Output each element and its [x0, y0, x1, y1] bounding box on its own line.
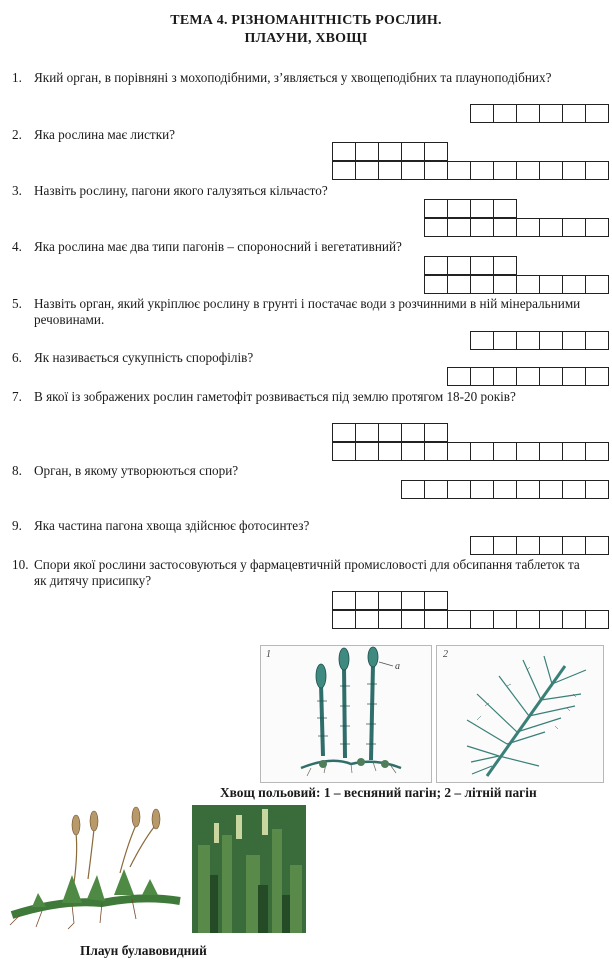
answer-cell[interactable]: [425, 611, 448, 629]
answer-cell[interactable]: [517, 443, 540, 461]
answer-cell[interactable]: [402, 424, 425, 442]
question-number: 9.: [12, 518, 22, 533]
answer-cell[interactable]: [494, 200, 517, 218]
answer-cells-q4[interactable]: [424, 275, 609, 294]
answer-cell[interactable]: [563, 162, 586, 180]
answer-cell[interactable]: [517, 219, 540, 237]
answer-cell[interactable]: [425, 424, 448, 442]
horsetail-spring-shoot-figure: [260, 645, 432, 783]
question-4: [12, 239, 600, 255]
answer-cell[interactable]: [333, 443, 356, 461]
answer-cell[interactable]: [333, 143, 356, 161]
answer-cells-q1[interactable]: [470, 104, 609, 123]
answer-cell[interactable]: [540, 162, 563, 180]
question-text: Орган, в якому утворюються спори?: [34, 463, 239, 478]
answer-cell[interactable]: [586, 537, 609, 555]
answer-cell[interactable]: [494, 368, 517, 386]
question-2: [12, 127, 600, 143]
question-3: [12, 183, 600, 199]
answer-cell[interactable]: [586, 162, 609, 180]
answer-cell[interactable]: [448, 276, 471, 294]
answer-cells-q6[interactable]: [447, 367, 609, 386]
answer-cell[interactable]: [448, 611, 471, 629]
answer-cell[interactable]: [517, 332, 540, 350]
answer-cell[interactable]: [494, 611, 517, 629]
question-number: 3.: [12, 183, 22, 198]
answer-cell[interactable]: [425, 143, 448, 161]
answer-cell[interactable]: [586, 332, 609, 350]
answer-cell[interactable]: [402, 592, 425, 610]
answer-cell[interactable]: [586, 611, 609, 629]
answer-cell[interactable]: [356, 424, 379, 442]
answer-cell[interactable]: [448, 368, 471, 386]
question-number: 7.: [12, 389, 22, 404]
answer-cell[interactable]: [425, 443, 448, 461]
question-text: Спори якої рослини застосовуються у фармацевтичній промисловості для обсипання таблеток та як дитячу присипку?: [34, 557, 580, 588]
answer-cells-q10-top[interactable]: [332, 591, 448, 610]
answer-cell[interactable]: [494, 257, 517, 275]
answer-cells-q5[interactable]: [470, 331, 609, 350]
answer-cell[interactable]: [540, 105, 563, 123]
answer-cell[interactable]: [517, 162, 540, 180]
answer-cell[interactable]: [448, 443, 471, 461]
question-number: 4.: [12, 239, 22, 254]
answer-cell[interactable]: [402, 143, 425, 161]
answer-cells-q4-top[interactable]: [424, 256, 517, 275]
question-1: [12, 70, 600, 86]
answer-cell[interactable]: [540, 537, 563, 555]
answer-cells-q2-top[interactable]: [332, 142, 448, 161]
answer-cell[interactable]: [402, 443, 425, 461]
page-title-line2: ПЛАУНИ, ХВОЩІ: [244, 31, 368, 46]
answer-cell[interactable]: [471, 368, 494, 386]
answer-cell[interactable]: [586, 105, 609, 123]
question-6: [12, 350, 600, 366]
answer-cell[interactable]: [471, 443, 494, 461]
answer-cell[interactable]: [471, 105, 494, 123]
horsetail-summer-shoot-figure: [436, 645, 604, 783]
answer-cells-q10[interactable]: [332, 610, 609, 629]
answer-cell[interactable]: [425, 276, 448, 294]
answer-cells-q3-top[interactable]: [424, 199, 517, 218]
answer-cell[interactable]: [379, 424, 402, 442]
figure-number: 2: [443, 649, 448, 660]
answer-cell[interactable]: [563, 368, 586, 386]
answer-cell[interactable]: [425, 481, 448, 499]
question-number: 8.: [12, 463, 22, 478]
horsetail-summer-drawing: [437, 646, 603, 782]
answer-cell[interactable]: [563, 537, 586, 555]
answer-cells-q3[interactable]: [424, 218, 609, 237]
answer-cell[interactable]: [448, 481, 471, 499]
answer-cell[interactable]: [356, 162, 379, 180]
answer-cell[interactable]: [425, 200, 448, 218]
answer-cell[interactable]: [563, 481, 586, 499]
clubmoss-photo: [192, 805, 306, 933]
answer-cell[interactable]: [402, 162, 425, 180]
answer-cell[interactable]: [471, 257, 494, 275]
question-number: 10.: [12, 557, 29, 572]
answer-cell[interactable]: [471, 611, 494, 629]
answer-cells-q7-top[interactable]: [332, 423, 448, 442]
answer-cell[interactable]: [586, 443, 609, 461]
answer-cell[interactable]: [471, 537, 494, 555]
answer-cell[interactable]: [356, 443, 379, 461]
answer-cells-q7[interactable]: [332, 442, 609, 461]
figure-number: 1: [266, 649, 271, 660]
answer-cell[interactable]: [494, 443, 517, 461]
answer-cell[interactable]: [517, 105, 540, 123]
answer-cell[interactable]: [379, 611, 402, 629]
question-number: 5.: [12, 296, 22, 311]
answer-cell[interactable]: [356, 592, 379, 610]
answer-cell[interactable]: [563, 443, 586, 461]
clubmoss-drawing: [2, 803, 182, 931]
question-5: [12, 296, 600, 328]
clubmoss-drawing-figure: [2, 803, 182, 931]
answer-cell[interactable]: [425, 257, 448, 275]
answer-cell[interactable]: [379, 143, 402, 161]
answer-cells-q2[interactable]: [332, 161, 609, 180]
page-title-line1: ТЕМА 4. РІЗНОМАНІТНІСТЬ РОСЛИН.: [170, 13, 442, 28]
question-text: Яка частина пагона хвоща здійснює фотосинтез?: [34, 518, 310, 533]
answer-cell[interactable]: [517, 276, 540, 294]
answer-cell[interactable]: [333, 162, 356, 180]
answer-cell[interactable]: [379, 592, 402, 610]
answer-cell[interactable]: [494, 332, 517, 350]
horsetail-caption: Хвощ польовий: 1 – весняний пагін; 2 – літній пагін: [220, 785, 537, 800]
question-number: 1.: [12, 70, 22, 85]
answer-cell[interactable]: [586, 368, 609, 386]
answer-cell[interactable]: [540, 219, 563, 237]
answer-cell[interactable]: [471, 276, 494, 294]
question-text: Яка рослина має листки?: [34, 127, 176, 142]
question-number: 2.: [12, 127, 22, 142]
clubmoss-photo-drawing: [192, 805, 306, 933]
answer-cell[interactable]: [448, 219, 471, 237]
answer-cells-q8[interactable]: [401, 480, 609, 499]
answer-cell[interactable]: [494, 219, 517, 237]
answer-cell[interactable]: [425, 219, 448, 237]
answer-cell[interactable]: [586, 219, 609, 237]
question-text: Яка рослина має два типи пагонів – спороносний і вегетативний?: [34, 239, 402, 254]
answer-cell[interactable]: [471, 481, 494, 499]
answer-cell[interactable]: [448, 162, 471, 180]
figure-label-a: а: [395, 661, 400, 672]
answer-cell[interactable]: [379, 162, 402, 180]
answer-cell[interactable]: [333, 424, 356, 442]
answer-cell[interactable]: [563, 611, 586, 629]
question-10: [12, 557, 600, 589]
answer-cell[interactable]: [333, 611, 356, 629]
question-text: Назвіть орган, який укріплює рослину в грунті і постачає води з розчинними в ній мінеральними речовинами.: [34, 296, 581, 327]
answer-cell[interactable]: [563, 105, 586, 123]
answer-cell[interactable]: [425, 592, 448, 610]
answer-cell[interactable]: [471, 162, 494, 180]
answer-cell[interactable]: [563, 276, 586, 294]
answer-cell[interactable]: [517, 611, 540, 629]
question-8: [12, 463, 600, 479]
question-text: Як називається сукупність спорофілів?: [34, 350, 254, 365]
answer-cell[interactable]: [586, 481, 609, 499]
answer-cell[interactable]: [356, 143, 379, 161]
answer-cell[interactable]: [517, 368, 540, 386]
answer-cell[interactable]: [471, 332, 494, 350]
answer-cell[interactable]: [494, 537, 517, 555]
question-number: 6.: [12, 350, 22, 365]
answer-cell[interactable]: [586, 276, 609, 294]
answer-cell[interactable]: [402, 481, 425, 499]
clubmoss-caption: Плаун булавовидний: [80, 943, 207, 958]
answer-cell[interactable]: [379, 443, 402, 461]
answer-cell[interactable]: [540, 611, 563, 629]
answer-cell[interactable]: [540, 443, 563, 461]
answer-cell[interactable]: [540, 368, 563, 386]
answer-cell[interactable]: [517, 537, 540, 555]
question-text: В якої із зображених рослин гаметофіт розвивається під землю протягом 18-20 років?: [34, 389, 516, 404]
answer-cell[interactable]: [540, 332, 563, 350]
answer-cells-q9[interactable]: [470, 536, 609, 555]
answer-cell[interactable]: [448, 200, 471, 218]
answer-cell[interactable]: [563, 332, 586, 350]
answer-cell[interactable]: [471, 219, 494, 237]
answer-cell[interactable]: [494, 162, 517, 180]
answer-cell[interactable]: [540, 276, 563, 294]
question-7: [12, 389, 600, 405]
answer-cell[interactable]: [517, 481, 540, 499]
answer-cell[interactable]: [448, 257, 471, 275]
answer-cell[interactable]: [471, 200, 494, 218]
question-9: [12, 518, 600, 534]
answer-cell[interactable]: [563, 219, 586, 237]
answer-cell[interactable]: [494, 105, 517, 123]
answer-cell[interactable]: [402, 611, 425, 629]
answer-cell[interactable]: [494, 481, 517, 499]
horsetail-spring-drawing: [261, 646, 431, 782]
answer-cell[interactable]: [494, 276, 517, 294]
answer-cell[interactable]: [540, 481, 563, 499]
answer-cell[interactable]: [356, 611, 379, 629]
question-text: Назвіть рослину, пагони якого галузяться кільчасто?: [34, 183, 328, 198]
answer-cell[interactable]: [333, 592, 356, 610]
question-text: Який орган, в порівняні з мохоподібними, з’являється у хвощеподібних та плауноподібних?: [34, 70, 552, 85]
answer-cell[interactable]: [425, 162, 448, 180]
